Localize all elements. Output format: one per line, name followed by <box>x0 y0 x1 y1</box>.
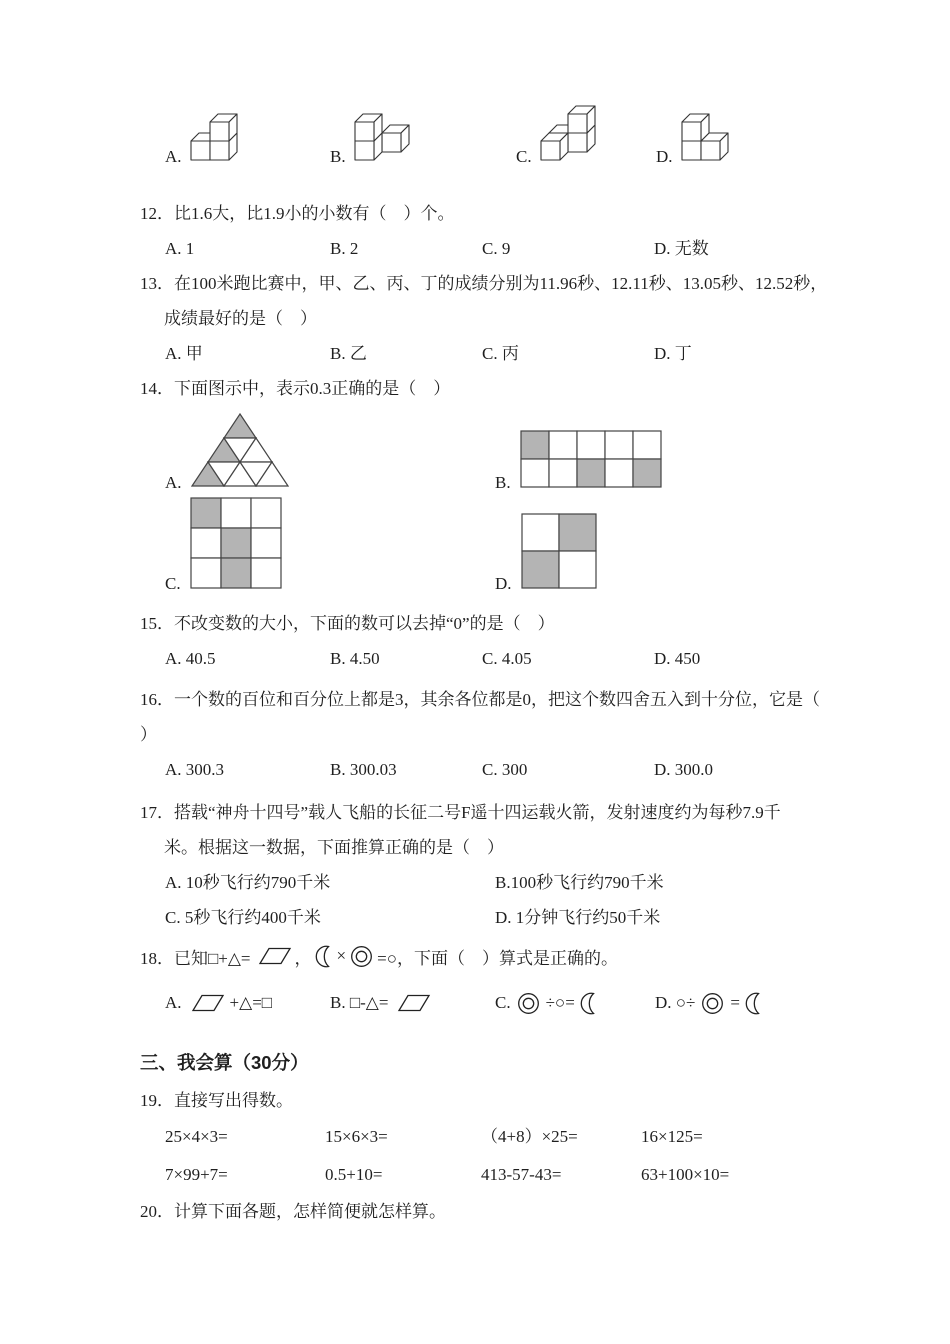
crescent-icon <box>745 991 764 1016</box>
q13-option-0: A. 甲 <box>165 344 203 363</box>
question-15 <box>140 606 950 676</box>
q19-expression-1: 15×6×3= <box>325 1127 388 1146</box>
formula-text: × <box>336 946 347 965</box>
cube-figure <box>680 112 730 167</box>
q15-text: 15．不改变数的大小，下面的数可以去掉“0”的是（ ） <box>140 614 555 633</box>
bullseye-icon <box>349 944 374 969</box>
question-12 <box>140 196 950 266</box>
parallelogram-icon <box>187 993 225 1013</box>
q14-figures-row-1 <box>140 412 950 493</box>
q15-option-3: D. 450 <box>654 649 701 668</box>
q12-option-0: A. 1 <box>165 239 195 258</box>
q19-expression-3: 16×125= <box>641 1127 703 1146</box>
q16-option-3: D. 300.0 <box>654 760 714 779</box>
q19-expression-2: 413-57-43= <box>481 1165 562 1184</box>
question-16 <box>140 682 950 787</box>
q11-option-d <box>656 112 950 167</box>
question-17 <box>140 795 950 935</box>
formula-text: B. □-△= <box>330 993 389 1012</box>
q17-option-0: C. 5秒飞行约400千米 <box>165 908 321 927</box>
section-3-title: 三、我会算（30分） <box>140 1052 309 1073</box>
q12-option-2: C. 9 <box>482 239 511 258</box>
cube-figure <box>539 104 597 167</box>
q14-figure-b <box>495 430 950 493</box>
q13-option-2: C. 丙 <box>482 344 519 363</box>
q19-text: 19．直接写出得数。 <box>140 1091 293 1110</box>
q11-option-a <box>165 112 330 167</box>
grid-figure <box>521 513 597 594</box>
q13-text-line1: 13．在100米跑比赛中，甲、乙、丙、丁的成绩分别为11.96秒、12.11秒、13.05秒、12.52秒， <box>140 274 828 293</box>
q18-option-b <box>330 993 495 1013</box>
q11-options-row <box>140 104 950 166</box>
q16-options <box>140 752 950 787</box>
q14-figure-label: B. <box>495 473 511 492</box>
bullseye-icon <box>700 991 725 1016</box>
cube-figure <box>353 112 411 167</box>
q13-text-line2: 成绩最好的是（ ） <box>164 309 317 328</box>
formula-text: =○，下面（ ）算式是正确的。 <box>377 948 618 968</box>
q11-option-label: D. <box>656 147 673 166</box>
triangle-figure <box>191 412 289 493</box>
q19-row-1 <box>140 1118 950 1156</box>
q17-option-1: D. 1分钟飞行约50千米 <box>495 908 661 927</box>
grid-figure <box>520 430 662 493</box>
q16-option-2: C. 300 <box>482 760 528 779</box>
q19-expression-3: 63+100×10= <box>641 1165 730 1184</box>
crescent-icon <box>315 944 334 969</box>
q18-option-a <box>165 993 330 1013</box>
q18-option-c <box>495 991 655 1016</box>
q14-figure-d <box>495 513 950 594</box>
formula-text: ÷○= <box>545 993 575 1012</box>
q11-option-label: A. <box>165 147 182 166</box>
crescent-icon <box>580 991 599 1016</box>
q15-option-2: C. 4.05 <box>482 649 532 668</box>
formula-text: A. <box>165 993 182 1012</box>
formula-text: D. ○÷ <box>655 993 696 1012</box>
q15-options <box>140 641 950 676</box>
q19-row-2 <box>140 1156 950 1194</box>
question-13 <box>140 266 950 371</box>
q14-figure-c <box>165 497 495 594</box>
q11-option-b <box>330 112 516 167</box>
q17-text-line2: 米。根据这一数据，下面推算正确的是（ ） <box>164 838 504 857</box>
q11-option-c <box>516 104 656 167</box>
q19-expression-0: 25×4×3= <box>165 1127 228 1146</box>
q19-expression-2: （4+8）×25= <box>481 1127 578 1146</box>
grid-figure <box>190 497 282 594</box>
q17-options-row-1 <box>140 865 950 900</box>
q17-options-row-2 <box>140 900 950 935</box>
q15-option-0: A. 40.5 <box>165 649 216 668</box>
q15-option-1: B. 4.50 <box>330 649 380 668</box>
q16-option-0: A. 300.3 <box>165 760 225 779</box>
q12-options <box>140 231 950 266</box>
q14-figure-label: D. <box>495 574 512 593</box>
q11-option-label: B. <box>330 147 346 166</box>
q14-figure-a <box>165 412 495 493</box>
question-20 <box>140 1194 950 1229</box>
q17-text-line1: 17．搭载“神舟十四号”载人飞船的长征二号F遥十四运载火箭，发射速度约为每秒7.9千 <box>140 803 781 822</box>
q13-options <box>140 336 950 371</box>
q19-expression-0: 7×99+7= <box>165 1165 228 1184</box>
q16-option-1: B. 300.03 <box>330 760 397 779</box>
q13-option-3: D. 丁 <box>654 344 692 363</box>
question-19 <box>140 1083 950 1194</box>
q17-option-0: A. 10秒飞行约790千米 <box>165 873 331 892</box>
parallelogram-icon <box>254 946 292 966</box>
q13-option-1: B. 乙 <box>330 344 367 363</box>
q14-figures-row-2 <box>140 497 950 594</box>
question-14 <box>140 371 950 594</box>
q18-text <box>140 935 950 977</box>
q17-option-1: B.100秒飞行约790千米 <box>495 873 664 892</box>
q14-text: 14．下面图示中，表示0.3正确的是（ ） <box>140 379 451 398</box>
formula-text: 18．已知□+△= <box>140 948 251 968</box>
question-18 <box>140 935 950 1029</box>
formula-text: = <box>730 993 740 1012</box>
q16-text-line1: 16．一个数的百位和百分位上都是3，其余各位都是0，把这个数四舍五入到十分位，它是（ <box>140 690 820 709</box>
q18-options <box>140 977 950 1029</box>
q12-text: 12．比1.6大，比1.9小的小数有（ ）个。 <box>140 204 455 223</box>
q19-expression-1: 0.5+10= <box>325 1165 383 1184</box>
formula-text: ， <box>294 948 312 968</box>
parallelogram-icon <box>393 993 431 1013</box>
q12-option-1: B. 2 <box>330 239 359 258</box>
q12-option-3: D. 无数 <box>654 239 709 258</box>
q16-text-line2: ） <box>140 725 157 744</box>
formula-text: C. <box>495 993 511 1012</box>
q18-option-d <box>655 991 950 1016</box>
cube-figure <box>189 112 239 167</box>
q14-figure-label: A. <box>165 473 182 492</box>
q20-text: 20．计算下面各题，怎样简便就怎样算。 <box>140 1202 446 1221</box>
bullseye-icon <box>516 991 541 1016</box>
formula-text: +△=□ <box>229 993 273 1012</box>
q14-figure-label: C. <box>165 574 181 593</box>
q11-option-label: C. <box>516 147 532 166</box>
